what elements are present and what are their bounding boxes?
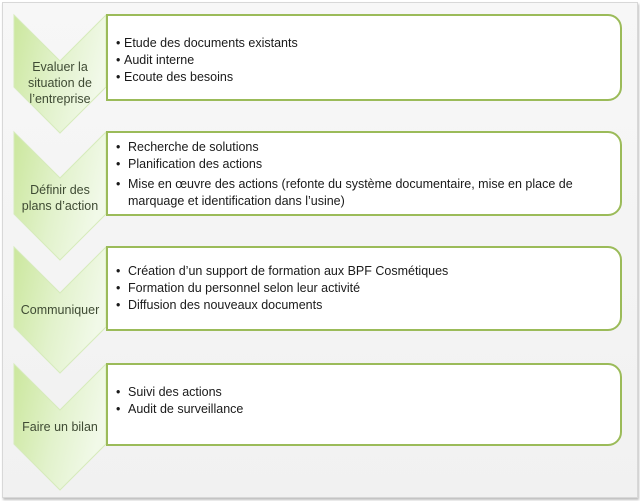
step-1-items bbox=[116, 35, 610, 86]
step-3-details-box bbox=[106, 246, 622, 331]
label-line: Communiquer bbox=[20, 303, 100, 317]
step-4-label bbox=[14, 419, 106, 435]
step-4-items bbox=[116, 384, 610, 418]
step-2-details-box bbox=[106, 131, 622, 216]
step-4-details-box bbox=[106, 363, 622, 446]
step-2-label bbox=[14, 182, 106, 214]
step-1-chevron bbox=[14, 15, 106, 133]
step-2-items bbox=[116, 139, 610, 210]
label-line: l’entreprise bbox=[29, 92, 91, 106]
step-1-label bbox=[14, 59, 106, 107]
list-item: • Audit interne bbox=[116, 52, 610, 69]
label-line: Définir des bbox=[30, 183, 90, 197]
step-3-chevron bbox=[14, 247, 106, 373]
list-item: • Planification des actions bbox=[116, 156, 610, 173]
list-item: • Mise en œuvre des actions (refonte du système documentaire, mise en place de marquage et identification dans l’usine) bbox=[116, 176, 610, 210]
list-item: • Ecoute des besoins bbox=[116, 69, 610, 86]
step-4-chevron bbox=[14, 364, 106, 490]
label-line: Evaluer la bbox=[32, 60, 88, 74]
list-item: • Diffusion des nouveaux documents bbox=[116, 297, 610, 314]
list-item: • Audit de surveillance bbox=[116, 401, 610, 418]
label-line: situation de bbox=[28, 76, 92, 90]
step-1-details-box bbox=[106, 14, 622, 101]
label-line: Faire un bilan bbox=[22, 420, 98, 434]
list-item: • Recherche de solutions bbox=[116, 139, 610, 156]
step-2-chevron bbox=[14, 132, 106, 260]
step-3-items bbox=[116, 263, 610, 314]
list-item: • Suivi des actions bbox=[116, 384, 610, 401]
step-3-label bbox=[14, 302, 106, 318]
label-line: plans d’action bbox=[21, 199, 99, 213]
list-item: • Création d’un support de formation aux BPF Cosmétiques bbox=[116, 263, 610, 280]
list-item: • Etude des documents existants bbox=[116, 35, 610, 52]
list-item: • Formation du personnel selon leur activité bbox=[116, 280, 610, 297]
